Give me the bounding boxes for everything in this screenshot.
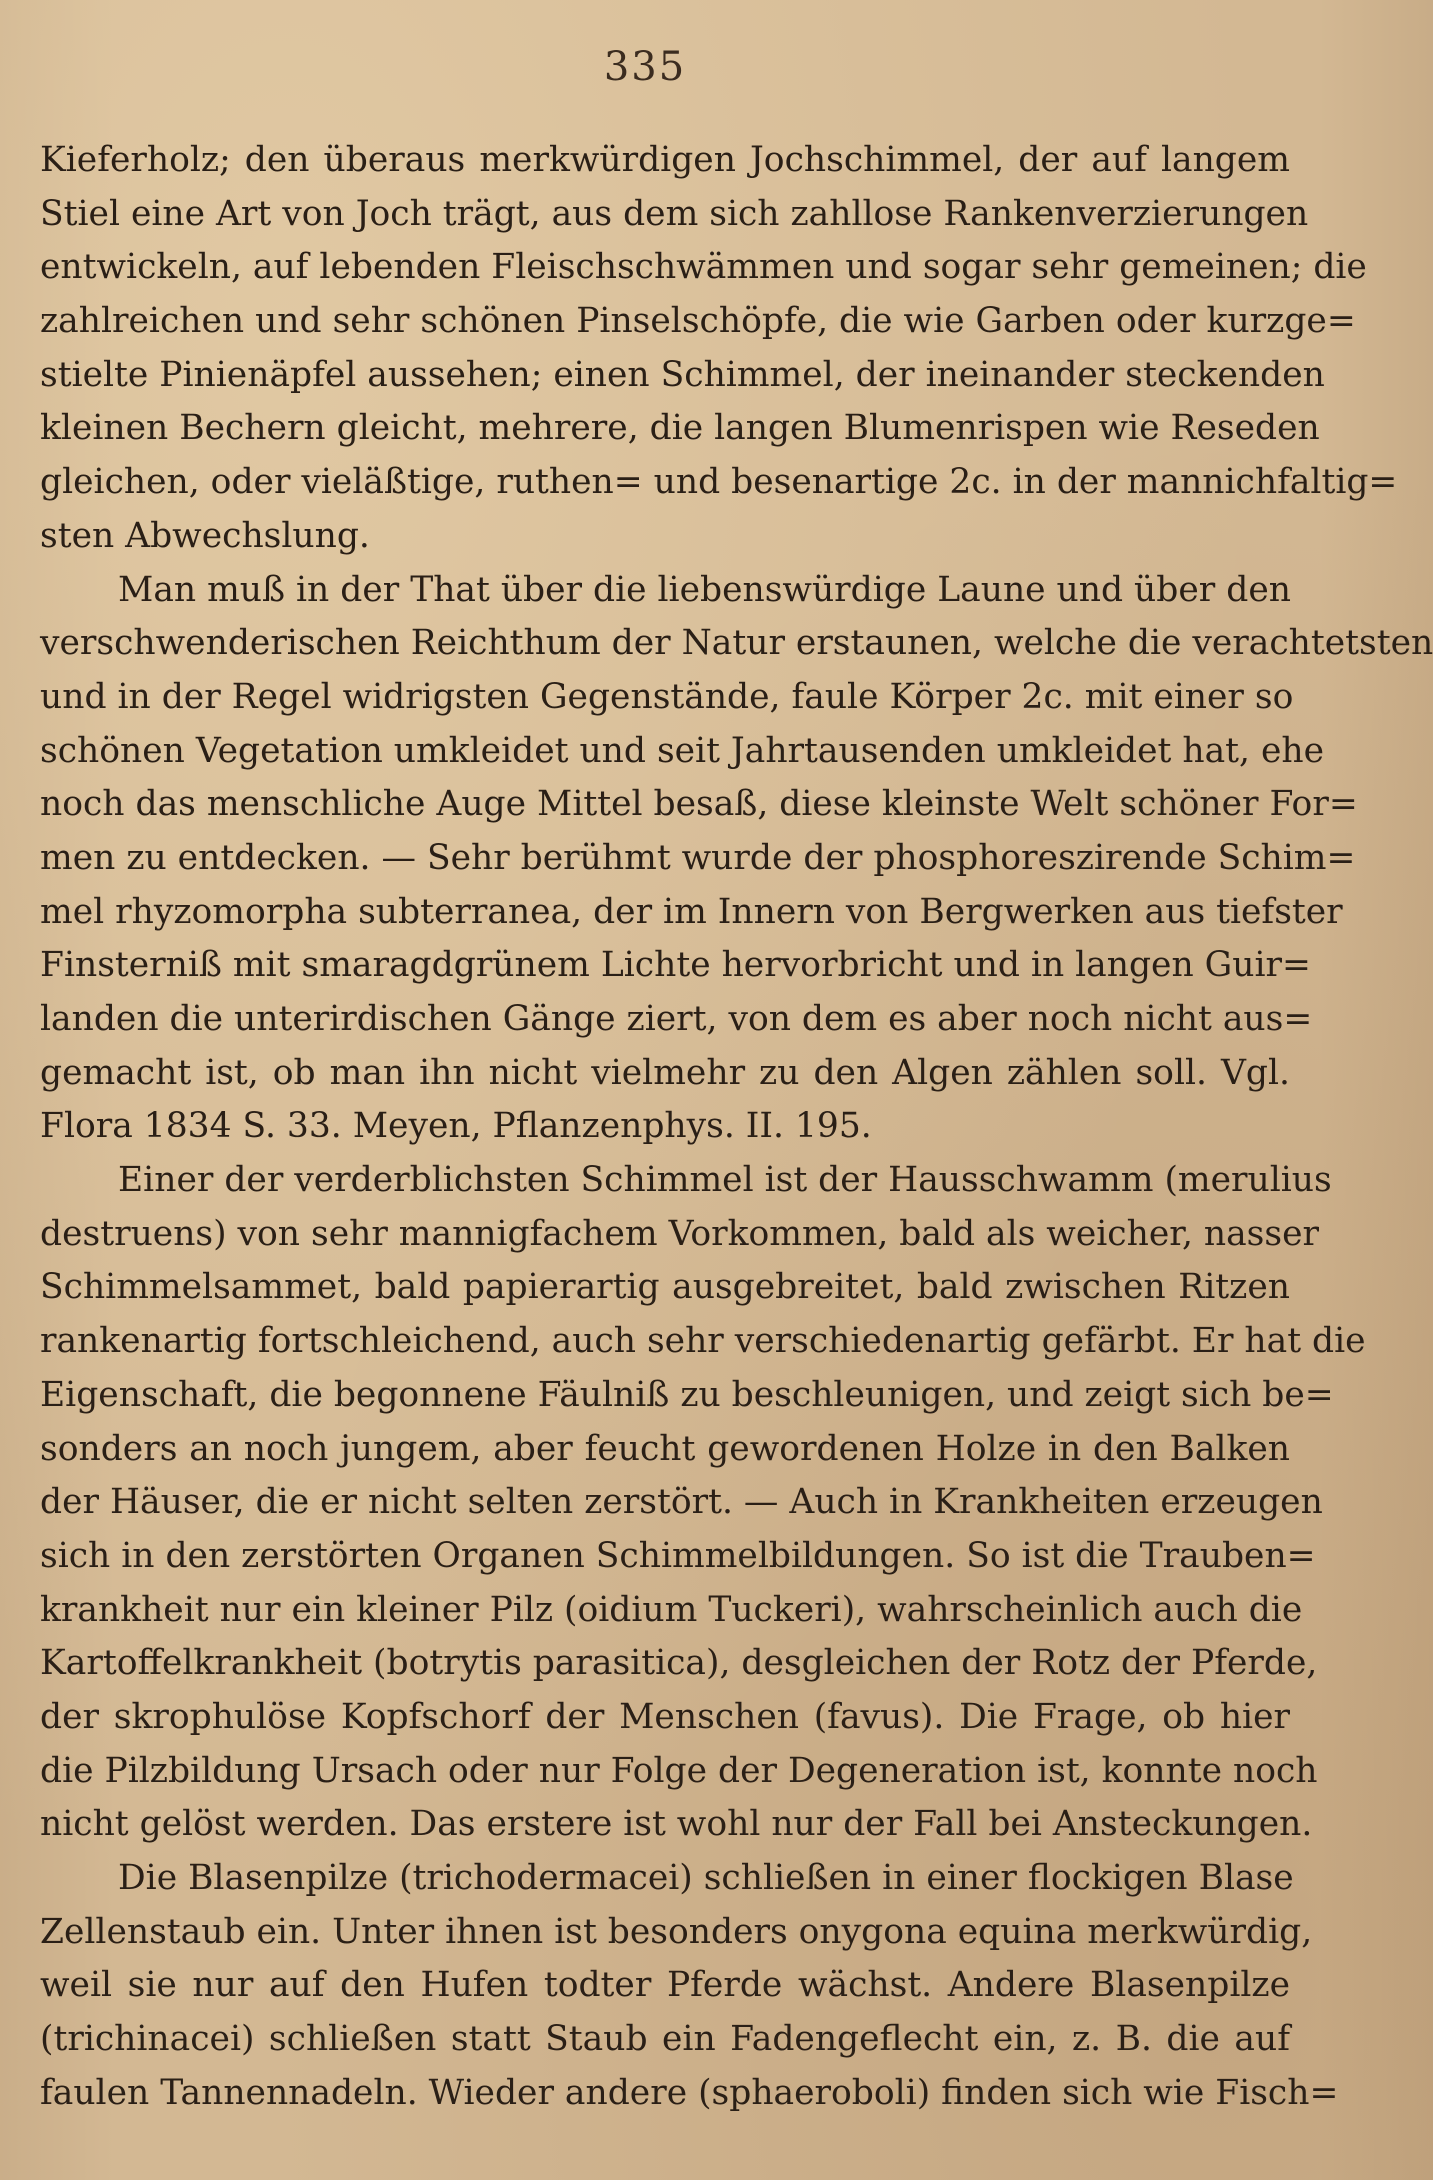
text-line: verschwenderischen Reichthum der Natur erstaunen, welche die verachtetsten xyxy=(40,623,1433,664)
text-line: Eigenschaft, die begonnene Fäulniß zu beschleunigen, und zeigt sich be= xyxy=(40,1374,1334,1415)
text-line: gleichen, oder vieläßtige, ruthen= und besenartige 2c. in der mannichfaltig= xyxy=(40,462,1398,503)
text-line: noch das menschliche Auge Mittel besaß, diese kleinste Welt schöner For= xyxy=(40,784,1358,825)
text-line: Zellenstaub ein. Unter ihnen ist besonders onygona equina merkwürdig, xyxy=(40,1911,1313,1952)
text-line: Flora 1834 S. 33. Meyen, Pflanzenphys. II. 195. xyxy=(40,1106,872,1147)
text-line: schönen Vegetation umkleidet und seit Jahrtausenden umkleidet hat, ehe xyxy=(40,730,1325,771)
text-line: weil sie nur auf den Hufen todter Pferde wächst. Andere Blasenpilze xyxy=(40,1965,1290,2006)
text-line: rankenartig fortschleichend, auch sehr verschiedenartig gefärbt. Er hat die xyxy=(40,1321,1366,1362)
text-line: der Häuser, die er nicht selten zerstört. — Auch in Krankheiten erzeugen xyxy=(40,1482,1323,1523)
text-line: faulen Tannennadeln. Wieder andere (sphaeroboli) finden sich wie Fisch= xyxy=(40,2072,1339,2113)
text-line: gemacht ist, ob man ihn nicht vielmehr zu den Algen zählen soll. Vgl. xyxy=(40,1052,1290,1093)
text-line: Einer der verderblichsten Schimmel ist der Hausschwamm (merulius xyxy=(118,1160,1332,1201)
text-line: Schimmelsammet, bald papierartig ausgebreitet, bald zwischen Ritzen xyxy=(40,1267,1290,1308)
text-line: destruens) von sehr mannigfachem Vorkommen, bald als weicher, nasser xyxy=(40,1213,1319,1254)
text-line: nicht gelöst werden. Das erstere ist wohl nur der Fall bei Ansteckungen. xyxy=(40,1804,1313,1845)
text-line: landen die unterirdischen Gänge ziert, von dem es aber noch nicht aus= xyxy=(40,999,1313,1039)
text-line: (trichinacei) schließen statt Staub ein Fadengeflecht ein, z. B. die auf xyxy=(40,2019,1290,2060)
text-line: sten Abwechslung. xyxy=(40,515,370,556)
body-text xyxy=(40,134,1433,2120)
text-line: Die Blasenpilze (trichodermacei) schließen in einer flockigen Blase xyxy=(118,1858,1294,1898)
text-line: Kartoffelkrankheit (botrytis parasitica), desgleichen der Rotz der Pferde, xyxy=(40,1643,1318,1684)
text-line: krankheit nur ein kleiner Pilz (oidium Tuckeri), wahrscheinlich auch die xyxy=(40,1589,1303,1630)
text-line: zahlreichen und sehr schönen Pinselschöpfe, die wie Garben oder kurzge= xyxy=(40,301,1356,342)
text-line: Kieferholz; den überaus merkwürdigen Jochschimmel, der auf langem xyxy=(40,140,1290,180)
text-line: sich in den zerstörten Organen Schimmelbildungen. So ist die Trauben= xyxy=(40,1535,1316,1576)
text-line: kleinen Bechern gleicht, mehrere, die langen Blumenrispen wie Reseden xyxy=(40,408,1320,449)
text-line: entwickeln, auf lebenden Fleischschwämmen und sogar sehr gemeinen; die xyxy=(40,247,1367,288)
text-line: Stiel eine Art von Joch trägt, aus dem sich zahllose Rankenverzierungen xyxy=(40,193,1309,234)
text-line: der skrophulöse Kopfschorf der Menschen (favus). Die Frage, ob hier xyxy=(40,1696,1290,1737)
text-line: Man muß in der That über die liebenswürdige Laune und über den xyxy=(118,569,1291,610)
text-line: die Pilzbildung Ursach oder nur Folge der Degeneration ist, konnte noch xyxy=(40,1750,1318,1791)
text-line: mel rhyzomorpha subterranea, der im Innern von Bergwerken aus tiefster xyxy=(40,891,1343,932)
text-line: stielte Pinienäpfel aussehen; einen Schimmel, der ineinander steckenden xyxy=(40,354,1325,395)
text-line: und in der Regel widrigsten Gegenstände, faule Körper 2c. mit einer so xyxy=(40,676,1294,717)
text-line: sonders an noch jungem, aber feucht gewordenen Holze in den Balken xyxy=(40,1428,1290,1469)
page-number: 335 xyxy=(603,44,687,90)
text-line: Finsterniß mit smaragdgrünem Lichte hervorbricht und in langen Guir= xyxy=(40,945,1311,986)
text-line: men zu entdecken. — Sehr berühmt wurde der phosphoreszirende Schim= xyxy=(40,837,1356,878)
